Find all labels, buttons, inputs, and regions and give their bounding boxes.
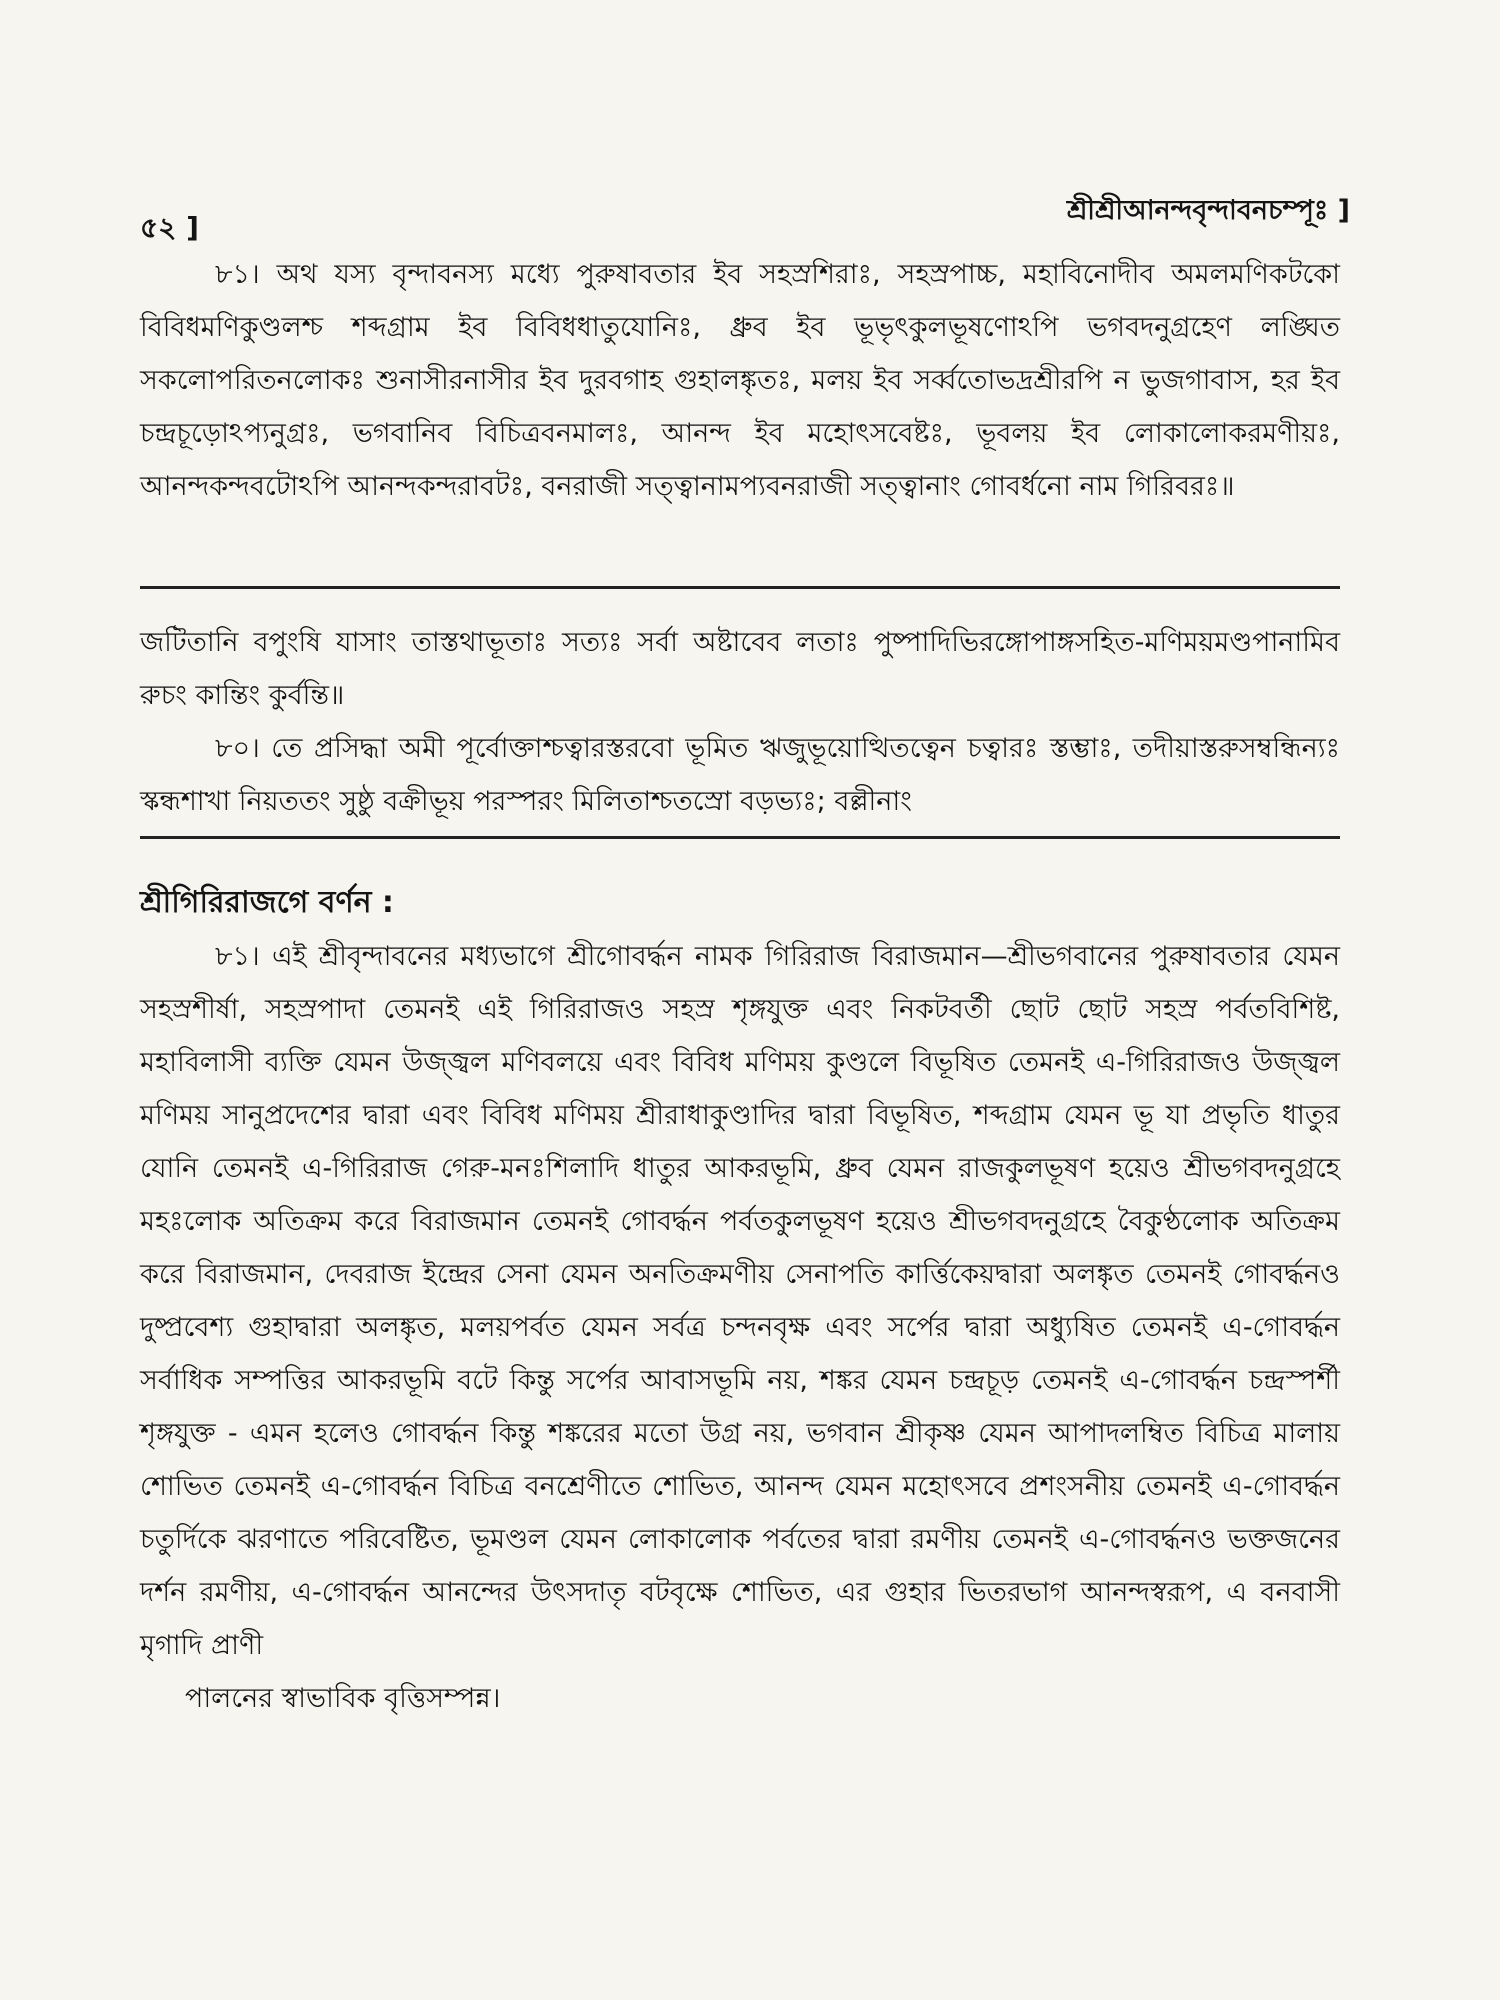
- section-title: শ্রীগিরিরাজগে বর্ণন :: [140, 885, 394, 920]
- page-number: ৫২ ]: [140, 211, 199, 244]
- sanskrit-verse-block: [140, 248, 1340, 513]
- divider-top: [140, 586, 1340, 589]
- sanskrit-verse-81: ৮১। অথ যস্য বৃন্দাবনস্য মধ্যে পুরুষাবতার ইব সহস্রশিরাঃ, সহস্রপাচ্চ, মহাবিনোদীব অমলমণিকটকো বিবিধমণিকুণ্ডলশ্চ শব্দগ্রাম ইব বিবিধধাতুযোনিঃ, ধ্রুব ইব ভূভৃৎকুলভূষণোঽপি ভগবদনুগ্রহেণ লঙ্ঘিত সকলোপরিতনলোকঃ শুনাসীরনাসীর ইব দুরবগাহ গুহালঙ্কৃতঃ, মলয় ইব সর্ব্বতোভদ্রশ্রীরপি ন ভুজগাবাস, হর ইব চন্দ্রচূড়োঽপ্যনুগ্রঃ, ভগবানিব বিচিত্রবনমালঃ, আনন্দ ইব মহোৎসবেষ্টঃ, ভূবলয় ইব লোকালোকরমণীয়ঃ, আনন্দকন্দবটোঽপি আনন্দকন্দরাবটঃ, বনরাজী সত্ত্বানামপ্যবনরাজী সত্ত্বানাং গোবর্ধনো নাম গিরিবরঃ॥: [140, 259, 1340, 502]
- translation-block: [140, 930, 1340, 1725]
- footnote-block: [140, 616, 1340, 828]
- divider-bottom: [140, 836, 1340, 839]
- footnote-line-1: জটিতানি বপুংষি যাসাং তাস্তথাভূতাঃ সত্যঃ সর্বা অষ্টাবেব লতাঃ পুষ্পাদিভিরঙ্গোপাঙ্গসহিত-মণিময়মণ্ডপানামিব রুচং কান্তিং কুর্বন্তি॥: [140, 627, 1340, 711]
- footnote-line-2: ৮০। তে প্রসিদ্ধা অমী পূর্বোক্তাশ্চত্বারস্তরবো ভূমিত ঋজুভূয়োত্থিতত্বেন চত্বারঃ স্তম্ভাঃ, তদীয়াস্তরুসম্বন্ধিন্যঃ স্কন্ধশাখা নিয়ততং সুষ্ঠু বক্রীভূয় পরস্পরং মিলিতাশ্চতস্রো বড়ভ্যঃ; বল্লীনাং: [140, 733, 1340, 817]
- running-title: শ্রীশ্রীআনন্দবৃন্দাবনচম্পূঃ ]: [1066, 195, 1350, 226]
- translation-81: ৮১। এই শ্রীবৃন্দাবনের মধ্যভাগে শ্রীগোবর্দ্ধন নামক গিরিরাজ বিরাজমান—শ্রীভগবানের পুরুষাবতার যেমন সহস্রশীর্ষা, সহস্রপাদা তেমনই এই গিরিরাজও সহস্র শৃঙ্গযুক্ত এবং নিকটবর্তী ছোট ছোট সহস্র পর্বতবিশিষ্ট, মহাবিলাসী ব্যক্তি যেমন উজ্জ্বল মণিবলয়ে এবং বিবিধ মণিময় কুণ্ডলে বিভূষিত তেমনই এ-গিরিরাজও উজ্জ্বল মণিময় সানুপ্রদেশের দ্বারা এবং বিবিধ মণিময় শ্রীরাধাকুণ্ডাদির দ্বারা বিভূষিত, শব্দগ্রাম যেমন ভূ যা প্রভৃতি ধাতুর যোনি তেমনই এ-গিরিরাজ গেরু-মনঃশিলাদি ধাতুর আকরভূমি, ধ্রুব যেমন রাজকুলভূষণ হয়েও শ্রীভগবদনুগ্রহে মহঃলোক অতিক্রম করে বিরাজমান তেমনই গোবর্দ্ধন পর্বতকুলভূষণ হয়েও শ্রীভগবদনুগ্রহে বৈকুণ্ঠলোক অতিক্রম করে বিরাজমান, দেবরাজ ইন্দ্রের সেনা যেমন অনতিক্রমণীয় সেনাপতি কার্ত্তিকেয়দ্বারা অলঙ্কৃত তেমনই গোবর্দ্ধনও দুষ্প্রবেশ্য গুহাদ্বারা অলঙ্কৃত, মলয়পর্বত যেমন সর্বত্র চন্দনবৃক্ষ এবং সর্পের দ্বারা অধ্যুষিত তেমনই এ-গোবর্দ্ধন সর্বাধিক সম্পত্তির আকরভূমি বটে কিন্তু সর্পের আবাসভূমি নয়, শঙ্কর যেমন চন্দ্রচূড় তেমনই এ-গোবর্দ্ধন চন্দ্রস্পর্শী শৃঙ্গযুক্ত - এমন হলেও গোবর্দ্ধন কিন্তু শঙ্করের মতো উগ্র নয়, ভগবান শ্রীকৃষ্ণ যেমন আপাদলম্বিত বিচিত্র মালায় শোভিত তেমনই এ-গোবর্দ্ধন বিচিত্র বনশ্রেণীতে শোভিত, আনন্দ যেমন মহোৎসবে প্রশংসনীয় তেমনই এ-গোবর্দ্ধন চতুর্দিকে ঝরণাতে পরিবেষ্টিত, ভূমণ্ডল যেমন লোকালোক পর্বতের দ্বারা রমণীয় তেমনই এ-গোবর্দ্ধনও ভক্তজনের দর্শন রমণীয়, এ-গোবর্দ্ধন আনন্দের উৎসদাতৃ বটবৃক্ষে শোভিত, এর গুহার ভিতরভাগ আনন্দস্বরূপ, এ বনবাসী মৃগাদি প্রাণী: [140, 941, 1340, 1661]
- translation-final-line: পালনের স্বাভাবিক বৃত্তিসম্পন্ন।: [185, 1683, 501, 1714]
